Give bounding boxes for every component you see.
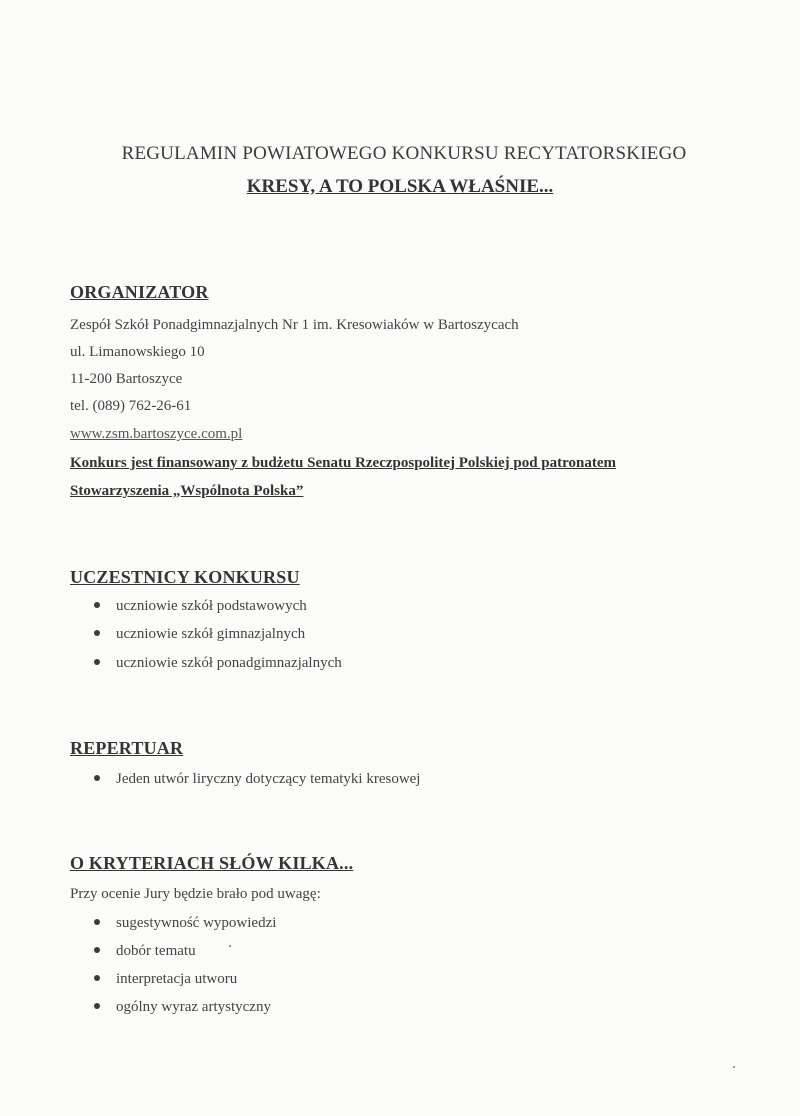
- list-item: [94, 626, 305, 643]
- list-item-label: ogólny wyraz artystyczny: [116, 999, 271, 1015]
- organizer-street: ul. Limanowskiego 10: [70, 344, 205, 360]
- bullet-icon: [94, 630, 100, 636]
- section-heading-repertuar: REPERTUAR: [70, 738, 184, 758]
- list-item: [94, 915, 276, 932]
- list-item-label: interpretacja utworu: [116, 971, 238, 987]
- section-heading-organizator: ORGANIZATOR: [70, 282, 209, 302]
- list-item-label: sugestywność wypowiedzi: [116, 915, 277, 931]
- organizer-website-link[interactable]: www.zsm.bartoszyce.com.pl: [70, 426, 243, 442]
- bullet-icon: [94, 975, 100, 981]
- criteria-intro: Przy ocenie Jury będzie brało pod uwagę:: [70, 886, 321, 902]
- funding-note-line2: Stowarzyszenia „Wspólnota Polska”: [70, 483, 304, 499]
- bullet-icon: [94, 602, 100, 608]
- organizer-city: 11-200 Bartoszyce: [70, 371, 183, 387]
- organizer-school: Zespół Szkół Ponadgimnazjalnych Nr 1 im. Kresowiaków w Bartoszycach: [70, 317, 519, 333]
- scan-speck: [229, 945, 231, 947]
- bullet-icon: [94, 947, 100, 953]
- scan-speck: [733, 1066, 735, 1068]
- list-item: [94, 771, 420, 788]
- list-item-label: uczniowie szkół ponadgimnazjalnych: [116, 655, 342, 671]
- document-title: REGULAMIN POWIATOWEGO KONKURSU RECYTATORSKIEGO: [121, 143, 687, 164]
- list-item-label: uczniowie szkół podstawowych: [116, 598, 307, 614]
- funding-note-line1: Konkurs jest finansowany z budżetu Senatu Rzeczpospolitej Polskiej pod patronatem: [70, 455, 616, 471]
- list-item: [94, 655, 342, 672]
- list-item: [94, 999, 271, 1016]
- bullet-icon: [94, 775, 100, 781]
- section-heading-kryteria: O KRYTERIACH SŁÓW KILKA...: [70, 853, 354, 873]
- organizer-phone: tel. (089) 762-26-61: [70, 398, 192, 414]
- bullet-icon: [94, 1003, 100, 1009]
- list-item-label: uczniowie szkół gimnazjalnych: [116, 626, 306, 642]
- contest-name: KRESY, A TO POLSKA WŁAŚNIE...: [246, 176, 554, 197]
- list-item: [94, 971, 237, 988]
- list-item-label: Jeden utwór liryczny dotyczący tematyki kresowej: [116, 771, 421, 787]
- bullet-icon: [94, 659, 100, 665]
- bullet-icon: [94, 919, 100, 925]
- section-heading-uczestnicy: UCZESTNICY KONKURSU: [70, 567, 300, 587]
- list-item: [94, 943, 196, 960]
- list-item: [94, 598, 307, 615]
- list-item-label: dobór tematu: [116, 943, 196, 959]
